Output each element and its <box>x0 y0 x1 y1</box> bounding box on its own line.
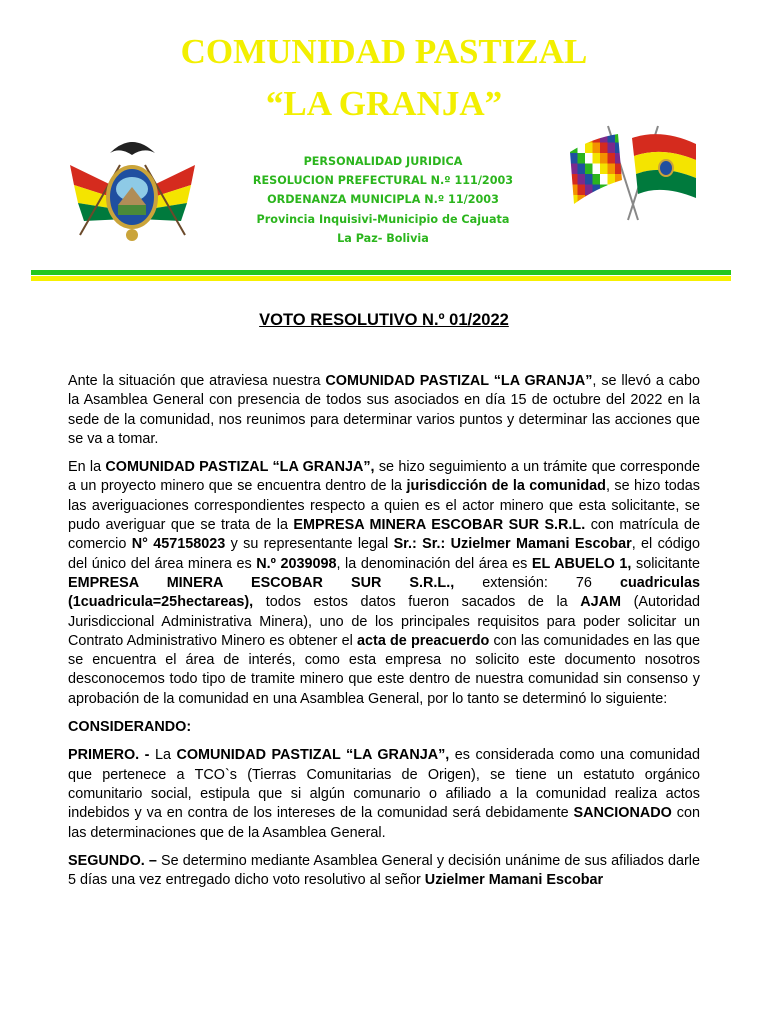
wiphala-cell <box>570 174 578 185</box>
wiphala-cell <box>600 132 608 143</box>
text-run-bold: PRIMERO. - <box>68 747 150 764</box>
wiphala-cell <box>593 143 601 154</box>
wiphala-cell <box>585 153 593 164</box>
wiphala-cell <box>570 185 578 196</box>
text-run: con las comunidades en las que se encuentra el área de interés, como esta empresa no solicito este documento nosotros desconocemos todo tipo de tramite minero que este dentro de nuestra comunidad sin consenso y aprobación de la comunidad en una Asamblea General, por lo tanto se determinó lo siguiente: <box>68 632 701 707</box>
text-run: La <box>149 747 177 764</box>
text-run: y su representante legal <box>225 536 394 553</box>
wiphala-cell <box>600 195 608 206</box>
wiphala-cell <box>608 195 616 206</box>
green-band <box>31 270 731 275</box>
wiphala-cell <box>570 164 578 175</box>
wiphala-cell <box>578 143 586 154</box>
bolivia-coat-of-arms-icon <box>60 125 205 250</box>
text-run: , se hizo todas las averiguaciones correspondientes respecto a quien es el actor minero que esta solicitante, se pudo averiguar que se trata de la <box>68 478 700 534</box>
wiphala-cell <box>570 195 578 206</box>
text-run-bold: SANCIONADO <box>573 805 672 822</box>
wiphala-cell <box>578 174 586 185</box>
wiphala-cell <box>593 195 601 206</box>
info-line: Provincia Inquisivi-Municipio de Cajuata <box>256 212 510 226</box>
wiphala-cell <box>608 164 616 175</box>
wiphala-cell <box>600 185 608 196</box>
text-run: solicitante <box>631 555 700 572</box>
text-run: , la denominación del área es <box>336 555 532 572</box>
wiphala-cell <box>585 132 593 143</box>
info-line: RESOLUCION PREFECTURAL N.º 111/2003 <box>252 174 514 188</box>
wiphala-cell <box>600 143 608 154</box>
wiphala-cell <box>578 164 586 175</box>
wiphala-cell <box>615 174 623 185</box>
wiphala-cell <box>615 195 623 206</box>
text-run: todos estos datos fueron sacados de la <box>253 594 581 611</box>
community-title: COMUNIDAD PASTIZAL <box>180 32 588 71</box>
text-run: En la <box>68 459 106 476</box>
text-run: , se llevó a cabo la Asamblea General con presencia de todos sus asociados en día 15 de octubre del 2022 en la sede de la comunidad, nos reunimos para determinar varios puntos y determinar las acciones que se va a tomar. <box>68 373 700 447</box>
wiphala-cell <box>600 164 608 175</box>
text-run: Ante la situación que atraviesa nuestra <box>68 373 326 389</box>
wiphala-cell <box>593 185 601 196</box>
text-run-bold: COMUNIDAD PASTIZAL “LA GRANJA”, <box>176 747 450 764</box>
document-body <box>68 372 700 899</box>
text-run-bold: EL ABUELO 1, <box>531 555 632 572</box>
wiphala-cell <box>570 143 578 154</box>
text-run-bold: cuadriculas (1cuadricula=25hectareas), <box>68 574 700 611</box>
text-run-bold: Uzielmer Mamani Escobar <box>424 872 604 889</box>
wiphala-cell <box>570 153 578 164</box>
wiphala-cell <box>578 153 586 164</box>
wiphala-cell <box>593 132 601 143</box>
legal-info-block <box>230 152 536 248</box>
text-run-bold: N° 457158023 <box>131 536 226 553</box>
wiphala-cell <box>608 143 616 154</box>
text-run: se hizo seguimiento a un trámite que corresponde a un proyecto minero que se encuentra dentro de la <box>68 459 700 495</box>
text-run: con matrícula de comercio <box>68 517 700 553</box>
paragraph-segundo <box>68 852 700 891</box>
wiphala-and-bolivia-flags-icon <box>562 120 704 230</box>
info-line: ORDENANZA MUNICIPLA N.º 11/2003 <box>267 193 499 207</box>
wiphala-cell <box>585 185 593 196</box>
wiphala-cell <box>615 143 623 154</box>
wiphala-cell <box>578 132 586 143</box>
text-run-bold: COMUNIDAD PASTIZAL “LA GRANJA” <box>325 373 593 389</box>
wiphala-cell <box>585 164 593 175</box>
wiphala-cell <box>578 195 586 206</box>
text-run-bold: EMPRESA MINERA ESCOBAR SUR S.R.L. <box>293 517 586 534</box>
wiphala-cell <box>608 185 616 196</box>
wiphala-cell <box>615 153 623 164</box>
wiphala-cell <box>593 174 601 185</box>
text-run-bold: N.º 2039098 <box>256 555 337 572</box>
wiphala-cell <box>593 164 601 175</box>
text-run-bold: acta de preacuerdo <box>357 632 490 649</box>
wiphala-cell <box>585 195 593 206</box>
text-run: con las determinaciones que de la Asamblea General. <box>68 805 700 841</box>
considerando-heading: CONSIDERANDO: <box>68 719 192 736</box>
paragraph-background <box>68 458 700 709</box>
info-line: La Paz- Bolivia <box>337 231 429 245</box>
wiphala-cell <box>578 185 586 196</box>
community-subtitle: “LA GRANJA” <box>265 84 503 123</box>
text-run-bold: SEGUNDO. – <box>68 852 157 869</box>
wiphala-cell <box>608 174 616 185</box>
text-run: (Autoridad Jurisdiccional Administrativa Minera), uno de los principales requisitos para poder solicitar un Contrato Administrativo Minero es obtener el <box>68 594 700 649</box>
document-heading: VOTO RESOLUTIVO N.º 01/2022 <box>259 311 509 329</box>
text-run: es considerada como una comunidad que pertenece a TCO`s (Tierras Comunitarias de Origen), se tiene un estatuto orgánico comunitario social, estipula que si algún comunario o afiliado a la comunidad realiza actos indebidos y va en contra de los intereses de la comunidad será debidamente <box>68 747 700 822</box>
wiphala-cell <box>600 153 608 164</box>
paragraph-primero <box>68 746 700 842</box>
wiphala-cell <box>600 174 608 185</box>
text-run: , el código del único del área minera es <box>68 536 700 572</box>
text-run: extensión: 76 <box>454 574 620 591</box>
wiphala-cell <box>615 132 623 143</box>
text-run-bold: AJAM <box>580 594 622 611</box>
wiphala-cell <box>570 132 578 143</box>
yellow-band <box>31 276 731 281</box>
wiphala-cell <box>593 153 601 164</box>
paragraph-intro <box>68 372 700 449</box>
text-run: Se determino mediante Asamblea General y decisión unánime de sus afiliados darle 5 días una vez entregado dicho voto resolutivo al señor <box>68 852 700 889</box>
text-run-bold: jurisdicción de la comunidad <box>406 478 606 495</box>
wiphala-cell <box>585 143 593 154</box>
wiphala-cell <box>585 174 593 185</box>
text-run-bold: Sr.: Sr.: Uzielmer Mamani Escobar <box>393 536 632 553</box>
wiphala-cell <box>615 185 623 196</box>
info-line: PERSONALIDAD JURIDICA <box>303 155 463 168</box>
wiphala-cell <box>608 153 616 164</box>
text-run-bold: EMPRESA MINERA ESCOBAR SUR S.R.L., <box>68 574 455 591</box>
text-run-bold: COMUNIDAD PASTIZAL “LA GRANJA”, <box>105 459 375 476</box>
